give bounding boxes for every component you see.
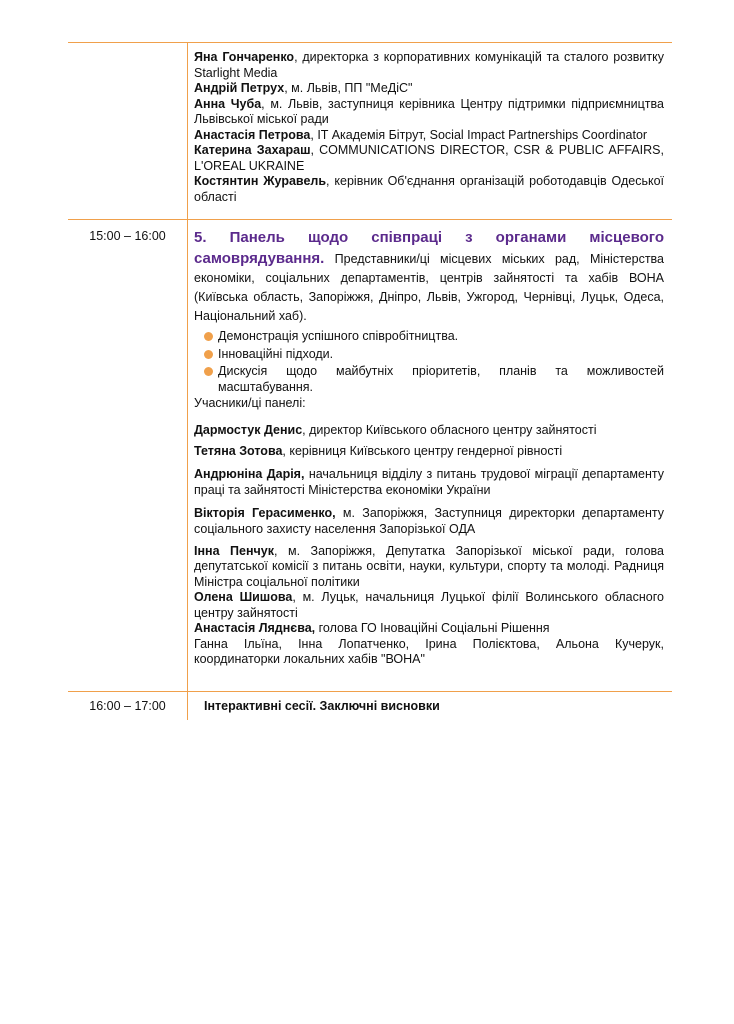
participant-entry: [194, 466, 664, 499]
row2-content: [194, 227, 664, 668]
participant-entry: [194, 423, 664, 439]
panel-title: 5. Панель щодо співпраці з органами місцевого самоврядування.: [194, 229, 664, 267]
table-rule-row2: [68, 219, 672, 220]
participant-details: , директор Київського обласного центру зайнятості: [302, 422, 597, 437]
row2-time: 15:00 – 16:00: [89, 229, 166, 243]
participant-details: начальниця відділу з питань трудової міграції департаменту праці та зайнятості Міністерства економіки України: [194, 466, 664, 497]
panel-description: [194, 227, 664, 326]
speaker-name: Катерина Захараш: [194, 143, 311, 157]
participant-details: Ганна Ільїна, Інна Лопатченко, Ірина Полієктова, Альона Кучерук, координаторки локальних хабів "ВОНА": [194, 636, 664, 666]
participant-entry: [194, 637, 664, 668]
participant-details: голова ГО Іноваційні Соціальні Рішення: [315, 621, 550, 635]
speaker-name: Андрій Петрух: [194, 81, 285, 95]
participant-details: , м. Запоріжжя, Депутатка Запорізької міської ради, голова депутатської комісії з питань освіти, науки, культури, спорту та молоді. Радниця Міністра соціальної політики: [194, 543, 664, 589]
speaker-name: Анастасія Петрова: [194, 127, 311, 142]
bullet-item: [194, 364, 664, 395]
participants-label: Учасники/ці панелі:: [194, 396, 306, 410]
bullet-dot-icon: [204, 350, 213, 359]
participant-name: Дармостук Денис: [194, 422, 303, 437]
row3-time: 16:00 – 17:00: [89, 699, 166, 713]
participant-name: Олена Шишова: [194, 590, 293, 604]
speaker-details: , керівник Об'єднання організацій роботодавців Одеської області: [194, 174, 665, 204]
speaker-name: Костянтин Журавель: [194, 174, 327, 188]
speaker-entry: [194, 97, 664, 128]
table-column-divider: [187, 42, 188, 720]
bullet-dot-icon: [204, 332, 213, 341]
table-rule-row3: [68, 691, 672, 692]
participant-details: м. Запоріжжя, Заступниця директорки департаменту соціального захисту населення Запорізької ОДА: [194, 505, 664, 536]
participant-details: , керівниця Київського центру гендерної рівності: [282, 444, 563, 458]
participant-details: , м. Луцьк, начальниця Луцької філії Волинського обласного центру зайнятості: [194, 590, 664, 620]
speaker-details: , IT Академія Бітрут, Social Impact Partnerships Coordinator: [310, 127, 648, 142]
speaker-entry: [194, 50, 664, 81]
participant-name: Андрюніна Дарія,: [194, 466, 305, 481]
speaker-name: Анна Чуба: [194, 96, 262, 111]
participant-entry: [194, 621, 664, 637]
participant-name: Анастасія Ляднєва,: [194, 621, 316, 635]
speaker-details: , директорка з корпоративних комунікацій та сталого розвитку Starlight Media: [194, 50, 664, 80]
panel-intro: Представники/ці місцевих міських рад, Міністерства економіки, соціальних департаментів, центрів зайнятості та хабів ВОНА (Київська область, Запоріжжя, Дніпро, Львів, Ужгород, Чернівці, Луцьк, Одеса, Національний хаб).: [194, 252, 664, 323]
bullet-item: [194, 329, 664, 345]
participant-name: Інна Пенчук: [194, 543, 274, 558]
speaker-entry: [194, 174, 664, 205]
participant-name: Тетяна Зотова: [194, 444, 283, 458]
speaker-entry: [194, 81, 664, 97]
row1-content: [194, 50, 664, 205]
speaker-entry: [194, 143, 664, 174]
bullet-dot-icon: [204, 367, 213, 376]
row3-content: Інтерактивні сесії. Заключні висновки: [204, 699, 440, 713]
speaker-details: , COMMUNICATIONS DIRECTOR, CSR & PUBLIC AFFAIRS, L'OREAL UKRAINE: [194, 143, 664, 173]
participant-entry: [194, 444, 664, 460]
speaker-details: , м. Львів, заступниця керівника Центру підтримки підприємництва Львівської міської ради: [194, 96, 664, 126]
participant-entry: [194, 505, 664, 538]
speaker-details: , м. Львів, ПП "МеДіС": [284, 81, 413, 95]
participant-entry: [194, 590, 664, 621]
table-rule-top: [68, 42, 672, 43]
participant-name: Вікторія Герасименко,: [194, 505, 336, 520]
bullet-item: [194, 347, 664, 363]
participant-entry: [194, 544, 664, 591]
bullet-text: Дискусія щодо майбутніх пріоритетів, планів та можливостей масштабування.: [218, 364, 664, 394]
bullet-text: Інноваційні підходи.: [218, 346, 334, 361]
speaker-entry: [194, 128, 664, 144]
speaker-name: Яна Гончаренко: [194, 50, 295, 64]
bullet-text: Демонстрація успішного співробітництва.: [218, 329, 459, 343]
